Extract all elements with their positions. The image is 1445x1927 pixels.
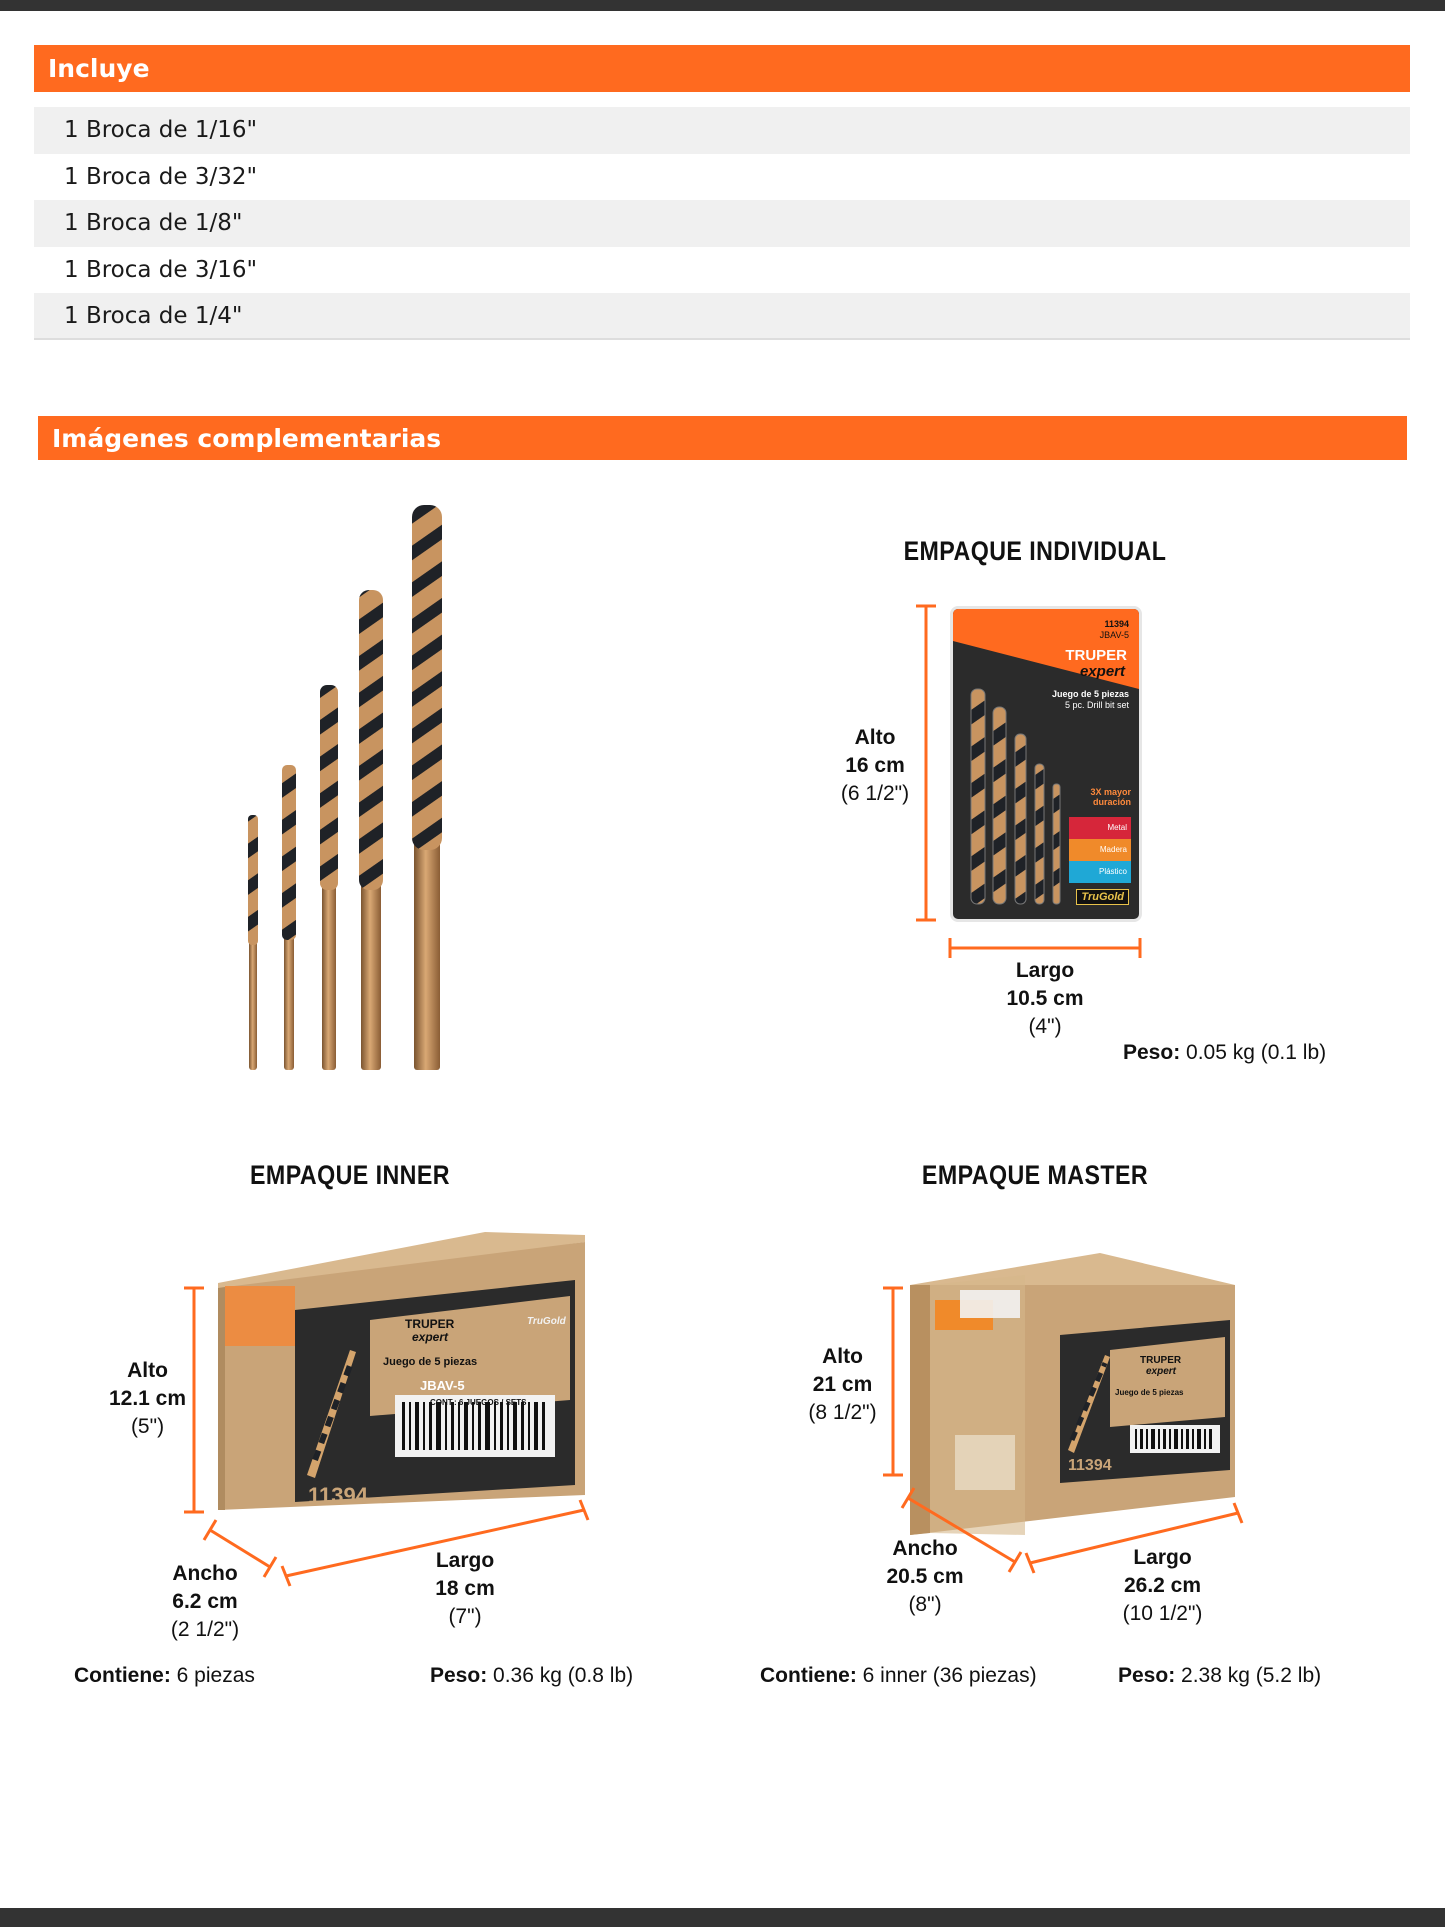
inner-peso: Peso: 0.36 kg (0.8 lb)	[430, 1664, 634, 1687]
inner-box-model: JBAV-5	[420, 1378, 465, 1393]
card-desc-en: 5 pc. Drill bit set	[1064, 700, 1129, 710]
bottom-bar	[0, 1908, 1445, 1927]
card-trugold-logo: TruGold	[1076, 889, 1129, 905]
master-title: EMPAQUE MASTER	[921, 1160, 1149, 1190]
card-line-logo: expert	[1079, 663, 1125, 680]
master-box-code: 11394	[1068, 1457, 1112, 1474]
list-item: 1 Broca de 3/16"	[64, 257, 258, 284]
individual-package-card	[950, 606, 1142, 922]
inner-title: EMPAQUE INNER	[250, 1160, 450, 1190]
inner-largo: Largo 18 cm (7")	[435, 1549, 495, 1628]
inner-alto: Alto 12.1 cm (5")	[108, 1359, 187, 1438]
card-mat-wood: Madera	[1069, 839, 1131, 861]
inner-box-cont: CONT.: 6 JUEGOS / SETS	[430, 1398, 527, 1407]
inner-ancho: Ancho 6.2 cm (2 1/2")	[170, 1562, 240, 1641]
section-title: Incluye	[48, 54, 150, 83]
inner-box-line: expert	[412, 1330, 449, 1344]
individual-peso: Peso: 0.05 kg (0.1 lb)	[1123, 1041, 1327, 1064]
card-desc-es: Juego de 5 piezas	[1051, 689, 1129, 699]
card-model: JBAV-5	[1099, 630, 1129, 640]
master-ancho: Ancho 20.5 cm (8")	[886, 1537, 964, 1616]
section-header-imagenes	[38, 416, 1407, 460]
inner-dimension-lines	[180, 1280, 600, 1580]
card-mat-plastic: Plástico	[1069, 861, 1131, 883]
card-mat-metal: Metal	[1069, 817, 1131, 839]
master-box-line: expert	[1146, 1366, 1177, 1377]
inner-box-brand: TRUPER	[405, 1317, 455, 1331]
card-feature: 3X mayor duración	[1090, 787, 1131, 807]
list-item: 1 Broca de 1/16"	[34, 107, 1410, 154]
card-drill-bits	[963, 679, 1073, 909]
section-title: Imágenes complementarias	[52, 423, 442, 453]
top-bar	[0, 0, 1445, 11]
inner-box-desc: Juego de 5 piezas	[383, 1356, 478, 1368]
individual-largo: Largo 10.5 cm (4")	[1006, 959, 1084, 1038]
master-peso: Peso: 2.38 kg (5.2 lb)	[1118, 1664, 1322, 1687]
list-item: 1 Broca de 1/4"	[34, 293, 1410, 340]
card-code: 11394	[1104, 619, 1129, 629]
individual-alto: Alto 16 cm (6 1/2")	[840, 726, 910, 805]
individual-title: EMPAQUE INDIVIDUAL	[903, 536, 1167, 566]
master-alto: Alto 21 cm (8 1/2")	[808, 1345, 877, 1424]
master-box-brand: TRUPER	[1140, 1355, 1182, 1366]
section-header-incluye	[34, 45, 1410, 92]
inner-box-trugold: TruGold	[527, 1316, 566, 1327]
master-box-desc: Juego de 5 piezas	[1115, 1388, 1184, 1397]
inner-contiene: Contiene: 6 piezas	[74, 1664, 255, 1687]
drill-bits-image	[230, 490, 470, 1085]
card-brand-logo: TRUPER	[1065, 647, 1127, 664]
master-contiene: Contiene: 6 inner (36 piezas)	[760, 1664, 1037, 1687]
list-item: 1 Broca de 1/8"	[34, 200, 1410, 247]
master-largo: Largo 26.2 cm (10 1/2")	[1122, 1546, 1203, 1625]
inner-box-code: 11394	[308, 1483, 368, 1508]
includes-list	[34, 107, 1410, 340]
list-item: 1 Broca de 3/32"	[64, 163, 258, 190]
